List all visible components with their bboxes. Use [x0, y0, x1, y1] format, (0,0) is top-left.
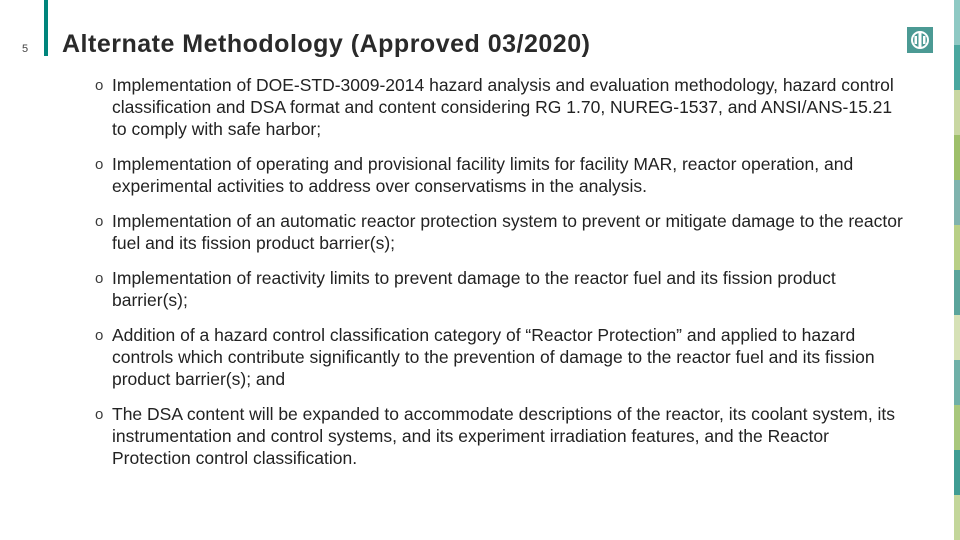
bullet-marker: o — [95, 156, 104, 173]
page-title: Alternate Methodology (Approved 03/2020) — [62, 30, 591, 58]
title-accent-bar — [44, 0, 48, 56]
bullet-item — [95, 153, 905, 197]
slide-number: 5 — [22, 43, 29, 55]
bullet-marker: o — [95, 213, 104, 230]
bullet-text: Implementation of reactivity limits to prevent damage to the reactor fuel and its fission product barrier(s); — [112, 268, 836, 310]
bullet-item — [95, 324, 905, 390]
bullet-list — [95, 74, 905, 482]
bullet-text: Implementation of an automatic reactor protection system to prevent or mitigate damage to the reactor fuel and its fission product barrier(s); — [112, 211, 903, 253]
stripe-segment — [954, 135, 960, 180]
stripe-segment — [954, 90, 960, 135]
stripe-segment — [954, 0, 960, 45]
bullet-marker: o — [95, 270, 104, 287]
stripe-segment — [954, 315, 960, 360]
bullet-text: Addition of a hazard control classification category of “Reactor Protection” and applied to hazard controls which contribute significantly to the prevention of damage to the reactor fuel and its fission product barrier(s); and — [112, 325, 875, 389]
stripe-segment — [954, 495, 960, 540]
stripe-segment — [954, 45, 960, 90]
bullet-item — [95, 74, 905, 140]
stripe-segment — [954, 405, 960, 450]
bullet-marker: o — [95, 77, 104, 94]
bullet-marker: o — [95, 406, 104, 423]
decorative-side-stripe — [954, 0, 960, 540]
stripe-segment — [954, 450, 960, 495]
thunderbird-icon — [907, 27, 933, 53]
bullet-text: Implementation of DOE-STD-3009-2014 hazard analysis and evaluation methodology, hazard control classification and DSA format and content considering RG 1.70, NUREG-1537, and ANSI/ANS-15.21 to comply with safe harbor; — [112, 75, 894, 139]
bullet-text: The DSA content will be expanded to accommodate descriptions of the reactor, its coolant system, its instrumentation and control systems, and its experiment irradiation features, and the Reactor Protection control classification. — [112, 404, 896, 468]
stripe-segment — [954, 225, 960, 270]
stripe-segment — [954, 270, 960, 315]
bullet-item — [95, 403, 905, 469]
bullet-text: Implementation of operating and provisional facility limits for facility MAR, reactor operation, and experimental activities to address over conservatisms in the analysis. — [112, 154, 854, 196]
bullet-item — [95, 210, 905, 254]
stripe-segment — [954, 360, 960, 405]
bullet-marker: o — [95, 327, 104, 344]
stripe-segment — [954, 180, 960, 225]
sandia-logo-icon — [907, 27, 933, 53]
bullet-item — [95, 267, 905, 311]
